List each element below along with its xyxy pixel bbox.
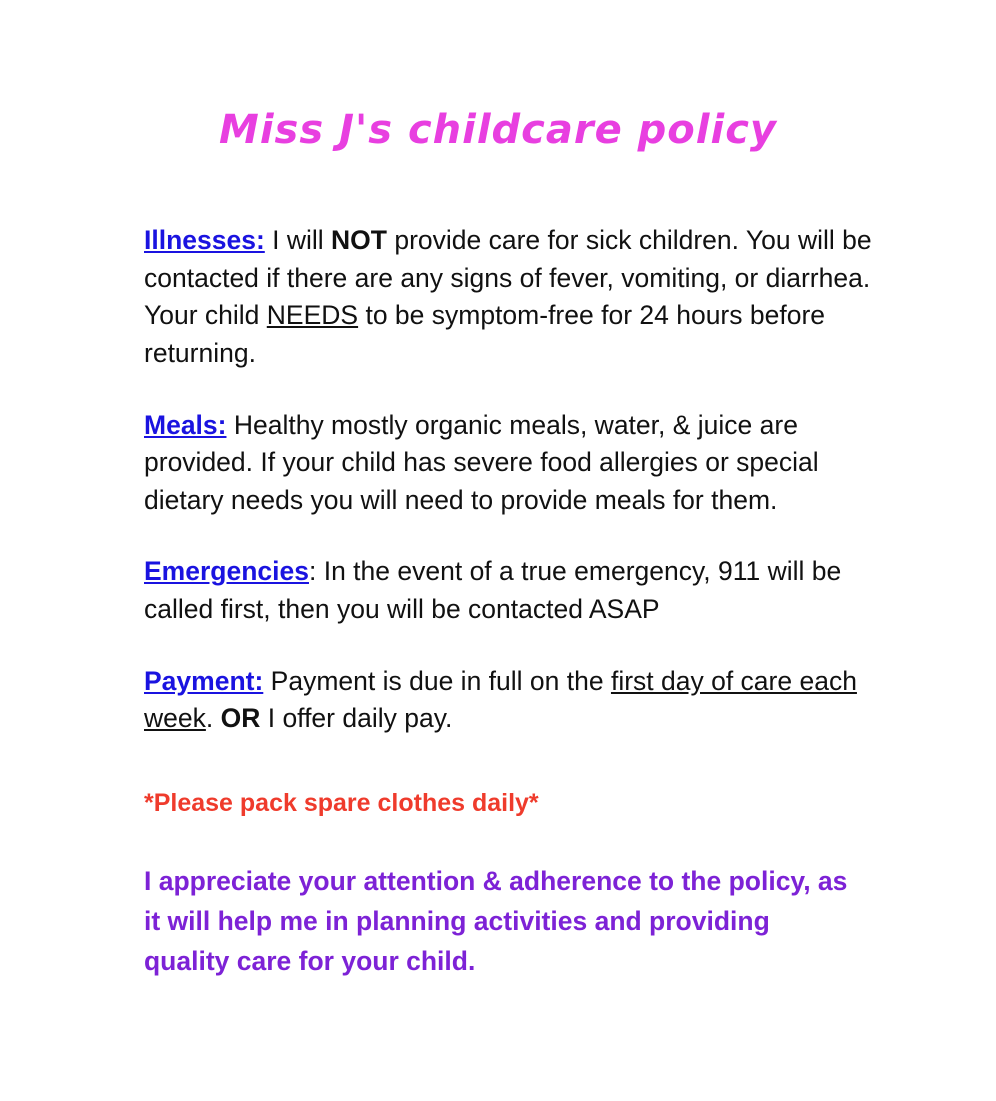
section-label-emergencies: Emergencies — [144, 556, 309, 587]
section-label-payment: Payment: — [144, 665, 264, 696]
meals-text-1: Healthy mostly organic meals, water, & juice are provided. If your child has severe food allergies or special dietary needs you will need to provide meals for them. — [144, 409, 819, 515]
illnesses-text-2: provide care for sick children. You will be contacted if there are any signs of fever, vomiting, or diarrhea. Your child — [144, 225, 872, 331]
illnesses-text-3: to be symptom-free for 24 hours before returning. — [144, 300, 826, 368]
payment-bold-or: OR — [220, 703, 261, 734]
policy-section-payment — [144, 663, 874, 738]
spare-clothes-note: *Please pack spare clothes daily* — [144, 788, 539, 817]
illnesses-bold-not: NOT — [331, 225, 387, 255]
policy-section-illnesses — [144, 222, 874, 373]
payment-text-3: I offer daily pay. — [260, 703, 453, 734]
section-label-meals: Meals: — [144, 409, 227, 440]
spacer — [144, 772, 874, 786]
policy-section-meals — [144, 407, 874, 520]
page-title: Miss J's childcare policy — [219, 107, 777, 153]
emergencies-text-1: : In the event of a true emergency, 911 will be called first, then you will be contacted ASAP — [144, 556, 842, 624]
illnesses-text-1: I will — [264, 225, 332, 255]
policy-section-emergencies — [144, 553, 874, 628]
policy-body — [144, 222, 874, 982]
payment-text-2: . — [205, 703, 221, 734]
section-label-illnesses: Illnesses: — [144, 225, 265, 255]
illnesses-underline-needs: NEEDS — [266, 300, 359, 331]
closing-statement: I appreciate your attention & adherence to the policy, as it will help me in planning activities and providing quality care for your child. — [144, 865, 848, 977]
payment-underline-first-day: first day of care each week — [144, 665, 857, 734]
payment-text-1: Payment is due in full on the — [263, 665, 611, 696]
